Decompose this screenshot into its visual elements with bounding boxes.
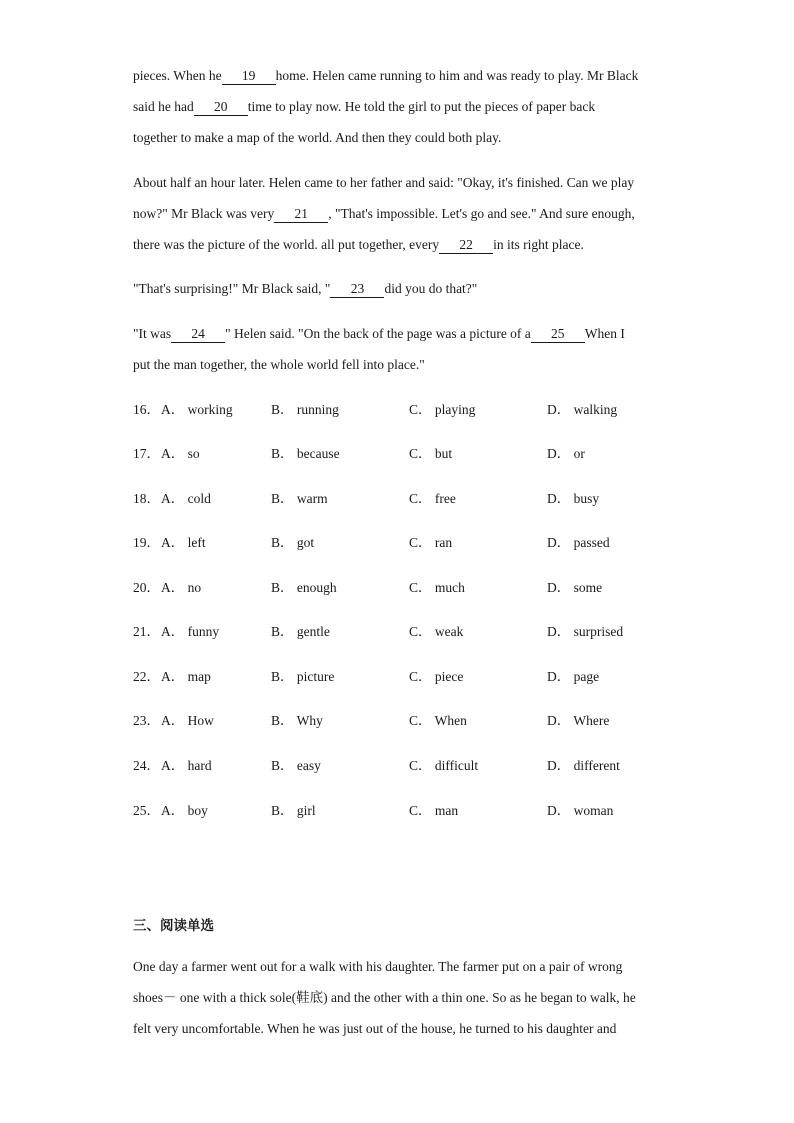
option-b: B． because [271,446,340,461]
option-a: A． funny [161,624,220,639]
passage-text: felt very uncomfortable. When he was just out of the house, he turned to his daughter and [133,1021,617,1036]
option-c: C． but [409,446,453,461]
option-c: C． difficult [409,758,479,773]
passage-text: in its right place. [493,237,584,252]
passage-text: there was the picture of the world. all put together, every [133,237,440,252]
passage-text: , "That's impossible. Let's go and see." And sure enough, [328,206,635,221]
passage-line [133,97,595,117]
question-number: 18． [133,491,160,506]
passage-text: said he had [133,99,194,114]
passage-text: time to play now. He told the girl to put the pieces of paper back [247,99,596,114]
option-d: D． different [547,758,620,773]
option-b: B． gentle [271,624,330,639]
option-b: B． running [271,402,339,417]
option-b: B． got [271,535,315,550]
blank-20: 20 [194,99,248,116]
option-b: B． Why [271,713,323,728]
option-d: D． page [547,669,600,684]
blank-24: 24 [171,326,225,343]
blank-22: 22 [439,237,493,254]
option-c: C． man [409,803,459,818]
option-d: D． Where [547,713,610,728]
option-a: A． left [161,535,206,550]
option-c: C． weak [409,624,464,639]
option-b: B． picture [271,669,335,684]
passage-line [133,279,477,299]
blank-25: 25 [531,326,585,343]
option-c: C． free [409,491,456,506]
passage-line [133,1019,616,1039]
option-a: A． boy [161,803,208,818]
passage-text: did you do that?" [384,281,478,296]
question-number: 24． [133,758,160,773]
passage-text: pieces. When he [133,68,222,83]
passage-text: shoes－ one with a thick sole(鞋底) and the other with a thin one. So as he began to walk, he [133,990,636,1005]
question-number: 20． [133,580,160,595]
passage-text: About half an hour later. Helen came to her father and said: "Okay, it's finished. Can we play [133,175,635,190]
option-a: A． How [161,713,214,728]
passage-text: When I [584,326,625,341]
option-a: A． map [161,669,211,684]
option-b: B． enough [271,580,337,595]
question-number: 16． [133,402,160,417]
passage-text: put the man together, the whole world fell into place." [133,357,425,372]
passage-text: " Helen said. "On the back of the page was a picture of a [225,326,531,341]
passage-line [133,355,425,375]
option-d: D． walking [547,402,618,417]
blank-19: 19 [222,68,276,85]
passage-text: together to make a map of the world. And then they could both play. [133,130,502,145]
option-d: D． passed [547,535,610,550]
option-b: B． girl [271,803,316,818]
option-c: C． playing [409,402,476,417]
passage-text: "That's surprising!" Mr Black said, " [133,281,331,296]
option-a: A． hard [161,758,212,773]
option-b: B． easy [271,758,321,773]
option-c: C． ran [409,535,453,550]
option-d: D． surprised [547,624,624,639]
question-number: 22． [133,669,160,684]
question-number: 21． [133,624,160,639]
passage-line [133,324,625,344]
passage-text: now?" Mr Black was very [133,206,275,221]
question-number: 25． [133,803,160,818]
passage-text: home. Helen came running to him and was ready to play. Mr Black [275,68,639,83]
passage-line [133,988,636,1008]
passage-text: "It was [133,326,172,341]
passage-line [133,957,622,977]
question-number: 23． [133,713,160,728]
blank-23: 23 [330,281,384,298]
passage-line [133,204,635,224]
passage-line [133,173,634,193]
option-a: A． cold [161,491,211,506]
option-c: C． When [409,713,467,728]
option-d: D． busy [547,491,600,506]
passage-text: One day a farmer went out for a walk with his daughter. The farmer put on a pair of wrong [133,959,623,974]
question-number: 19． [133,535,160,550]
option-d: D． some [547,580,603,595]
option-a: A． so [161,446,200,461]
option-b: B． warm [271,491,328,506]
passage-line [133,66,638,86]
blank-21: 21 [274,206,328,223]
section-heading: 三、阅读单选 [133,918,214,934]
passage-line [133,235,584,255]
option-d: D． or [547,446,585,461]
option-c: C． much [409,580,465,595]
option-c: C． piece [409,669,464,684]
question-number: 17． [133,446,160,461]
option-a: A． working [161,402,233,417]
option-d: D． woman [547,803,614,818]
option-a: A． no [161,580,202,595]
passage-line [133,128,501,148]
